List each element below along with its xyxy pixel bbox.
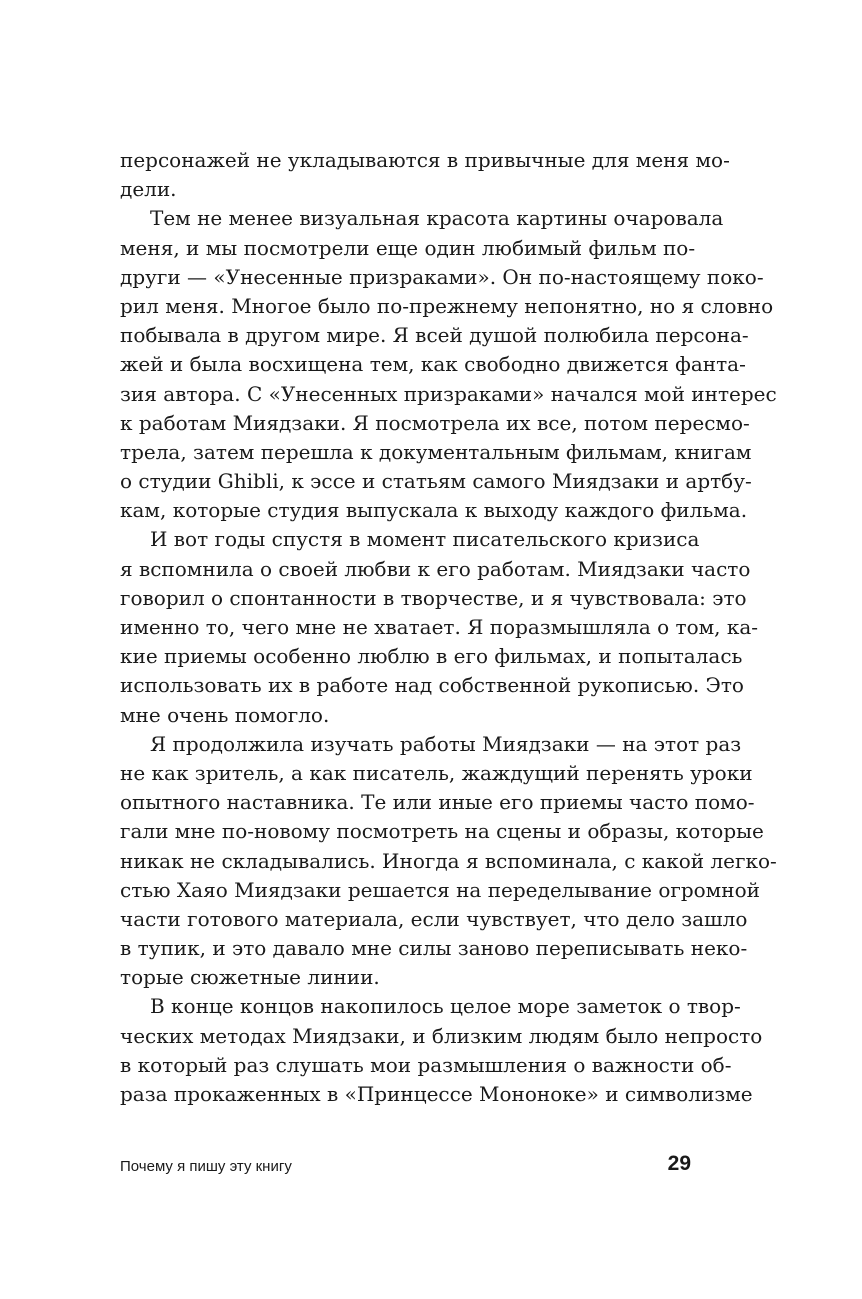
- text-line: мне очень помогло.: [120, 702, 330, 727]
- body-text: [120, 146, 777, 1109]
- paragraph: [120, 204, 777, 525]
- text-line: использовать их в работе над собственной рукописью. Это: [120, 673, 744, 698]
- text-line: дели.: [120, 177, 177, 202]
- text-line: раза прокаженных в «Принцессе Мононоке» и символизме: [120, 1082, 753, 1106]
- text-line: кие приемы особенно люблю в его фильмах, и попыталась: [120, 644, 743, 669]
- text-line: побывала в другом мире. Я всей душой полюбила персона-: [120, 323, 749, 348]
- text-line: опытного наставника. Те или иные его приемы часто помо-: [120, 790, 755, 815]
- paragraph: [120, 525, 759, 729]
- text-line: рил меня. Многое было по-прежнему непонятно, но я словно: [120, 293, 774, 318]
- text-line: в который раз слушать мои размышления о важности об-: [120, 1052, 732, 1077]
- text-line: стью Хаяо Миядзаки решается на переделывание огромной: [120, 877, 760, 902]
- text-line: персонажей не укладываются в привычные для меня мо-: [120, 148, 730, 172]
- text-line: именно то, чего мне не хватает. Я поразмышляла о том, ка-: [120, 615, 759, 639]
- text-line: о студии Ghibli, к эссе и статьям самого Миядзаки и артбу-: [120, 469, 752, 494]
- text-line: трела, затем перешла к документальным фильмам, книгам: [120, 439, 752, 464]
- text-line: гали мне по-новому посмотреть на сцены и образы, которые: [120, 819, 764, 844]
- text-line: говорил о спонтанности в творчестве, и я чувствовала: это: [120, 585, 747, 610]
- text-line: не как зритель, а как писатель, жаждущий перенять уроки: [120, 760, 753, 785]
- text-line: други — «Унесенные призраками». Он по-настоящему поко-: [120, 264, 764, 289]
- text-line: ческих методах Миядзаки, и близким людям было непросто: [120, 1023, 763, 1048]
- text-line: жей и была восхищена тем, как свободно движется фанта-: [120, 352, 746, 377]
- text-line: части готового материала, если чувствует, что дело зашло: [120, 906, 748, 931]
- text-line: зия автора. С «Унесенных призраками» начался мой интерес: [120, 381, 777, 406]
- paragraph: [120, 730, 777, 993]
- paragraph: [120, 146, 730, 204]
- running-title: Почему я пишу эту книгу: [120, 1158, 292, 1175]
- text-line: Тем не менее визуальная красота картины очаровала: [150, 206, 724, 231]
- text-line: в тупик, и это давало мне силы заново переписывать неко-: [120, 936, 748, 961]
- text-line: никак не складывались. Иногда я вспоминала, с какой легко-: [120, 848, 777, 873]
- text-line: торые сюжетные линии.: [120, 965, 380, 990]
- text-line: меня, и мы посмотрели еще один любимый фильм по-: [120, 235, 696, 260]
- text-line: В конце концов накопилось целое море заметок о твор-: [150, 994, 741, 1019]
- text-line: к работам Миядзаки. Я посмотрела их все, потом пересмо-: [120, 410, 750, 435]
- text-line: И вот годы спустя в момент писательского кризиса: [150, 527, 700, 552]
- page-number: 29: [667, 1152, 691, 1175]
- text-line: я вспомнила о своей любви к его работам. Миядзаки часто: [120, 556, 751, 581]
- paragraph: [120, 992, 763, 1109]
- text-line: кам, которые студия выпускала к выходу каждого фильма.: [120, 498, 748, 523]
- text-line: Я продолжила изучать работы Миядзаки — на этот раз: [150, 731, 742, 756]
